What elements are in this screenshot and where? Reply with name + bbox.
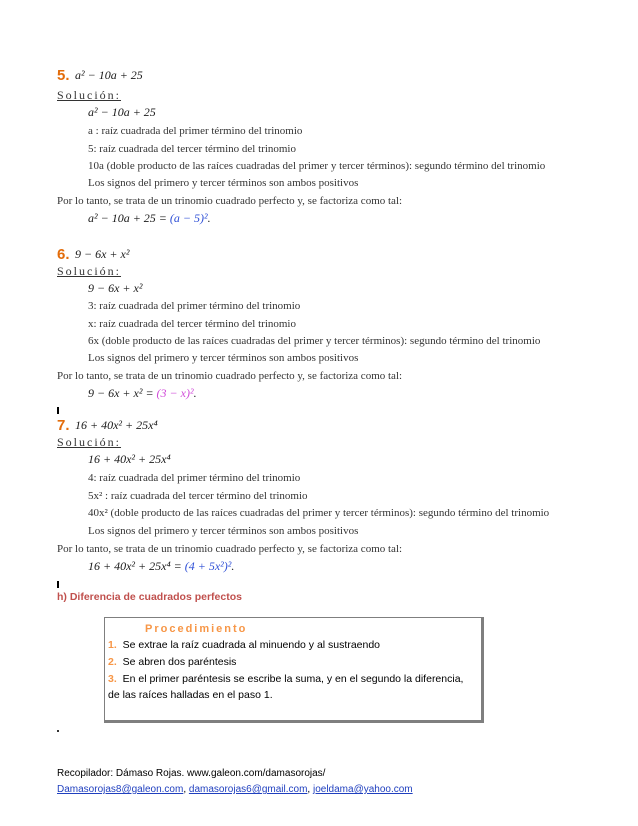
problem-6-number: 6. — [57, 246, 70, 263]
problem-7-solucion-label: Solución: — [57, 435, 122, 449]
problem-5-step-5: Los signos del primero y tercer términos son ambos positivos — [88, 177, 359, 189]
problem-7-expression: 16 + 40x² + 25x⁴ — [75, 418, 158, 432]
problem-7-step-5: Los signos del primero y tercer términos son ambos positivos — [88, 525, 359, 537]
problem-6-step-3: x: raíz cuadrada del tercer término del trinomio — [88, 318, 296, 330]
problem-7-final-result: (4 + 5x²)² — [184, 559, 232, 573]
problem-6-conclusion: Por lo tanto, se trata de un trinomio cuadrado perfecto y, se factoriza como tal: — [57, 370, 403, 382]
section-heading: h) Diferencia de cuadrados perfectos — [57, 591, 242, 603]
email-link-gmail[interactable]: damasorojas6@gmail.com — [188, 784, 308, 795]
procedure-item — [108, 639, 380, 651]
problem-5-expression: a² − 10a + 25 — [75, 68, 143, 82]
procedure-item-continuation: de las raíces halladas en el paso 1. — [108, 689, 273, 701]
email-link-yahoo[interactable]: joeldama@yahoo.com — [312, 784, 413, 795]
problem-6-final-lhs: 9 − 6x + x² = — [88, 386, 157, 400]
procedure-item-text: En el primer paréntesis se escribe la suma, y en el segundo la diferencia, — [122, 673, 464, 685]
problem-5-step-2: a : raíz cuadrada del primer término del trinomio — [88, 125, 303, 137]
problem-7-final: 16 + 40x² + 25x⁴ = (4 + 5x²)². — [88, 559, 235, 573]
email-link-galeon[interactable]: Damasorojas8@galeon.com — [57, 784, 184, 795]
problem-7-number: 7. — [57, 417, 70, 434]
problem-7-step-1: 16 + 40x² + 25x⁴ — [88, 452, 171, 466]
procedure-title: Procedimiento — [145, 623, 248, 635]
problem-7-conclusion: Por lo tanto, se trata de un trinomio cuadrado perfecto y, se factoriza como tal: — [57, 543, 403, 555]
procedure-item — [108, 673, 463, 685]
problem-5-solucion-label: Solución: — [57, 88, 122, 102]
problem-7-step-4: 40x² (doble producto de las raíces cuadradas del primer y tercer términos): segundo término del trinomio — [88, 507, 550, 519]
procedure-item-number: 3. — [108, 673, 117, 685]
footer-emails — [57, 784, 413, 795]
procedure-item — [108, 656, 236, 668]
problem-6-solucion-label: Solución: — [57, 264, 122, 278]
problem-5-step-3: 5: raíz cuadrada del tercer término del trinomio — [88, 143, 296, 155]
procedure-item-number: 2. — [108, 656, 117, 668]
section-marker — [57, 581, 59, 588]
footer-separator: , — [307, 784, 313, 795]
problem-7-step-2: 4: raíz cuadrada del primer término del trinomio — [88, 472, 301, 484]
problem-6-step-2: 3: raíz cuadrada del primer término del trinomio — [88, 300, 301, 312]
problem-5-number: 5. — [57, 67, 70, 84]
problem-7-final-lhs: 16 + 40x² + 25x⁴ = — [88, 559, 185, 573]
problem-5-step-4: 10a (doble producto de las raíces cuadradas del primer y tercer términos): segundo término del trinomio — [88, 160, 546, 172]
section-marker — [57, 407, 59, 414]
problem-6-step-5: Los signos del primero y tercer términos son ambos positivos — [88, 352, 359, 364]
problem-6-step-4: 6x (doble producto de las raíces cuadradas del primer y tercer términos): segundo término del trinomio — [88, 335, 541, 347]
problem-5-final-result: (a − 5)² — [169, 211, 208, 225]
procedure-item-number: 1. — [108, 639, 117, 651]
dot-marker — [57, 730, 59, 732]
problem-5-final: a² − 10a + 25 = (a − 5)². — [88, 211, 211, 225]
problem-6-expression: 9 − 6x + x² — [75, 247, 130, 261]
problem-6-final: 9 − 6x + x² = (3 − x)². — [88, 386, 197, 400]
problem-7-step-3: 5x² : raíz cuadrada del tercer término del trinomio — [88, 490, 308, 502]
problem-5-final-lhs: a² − 10a + 25 = — [88, 211, 170, 225]
problem-5-conclusion: Por lo tanto, se trata de un trinomio cuadrado perfecto y, se factoriza como tal: — [57, 195, 403, 207]
footer-credit: Recopilador: Dámaso Rojas. www.galeon.com/damasorojas/ — [57, 768, 326, 779]
problem-5-step-1: a² − 10a + 25 — [88, 105, 156, 119]
procedure-item-text: Se extrae la raíz cuadrada al minuendo y al sustraendo — [122, 639, 381, 651]
problem-6-step-1: 9 − 6x + x² — [88, 281, 143, 295]
procedure-box — [104, 617, 484, 723]
procedure-item-text: Se abren dos paréntesis — [122, 656, 237, 668]
footer-separator: , — [183, 784, 189, 795]
problem-6-final-result: (3 − x)² — [156, 386, 194, 400]
